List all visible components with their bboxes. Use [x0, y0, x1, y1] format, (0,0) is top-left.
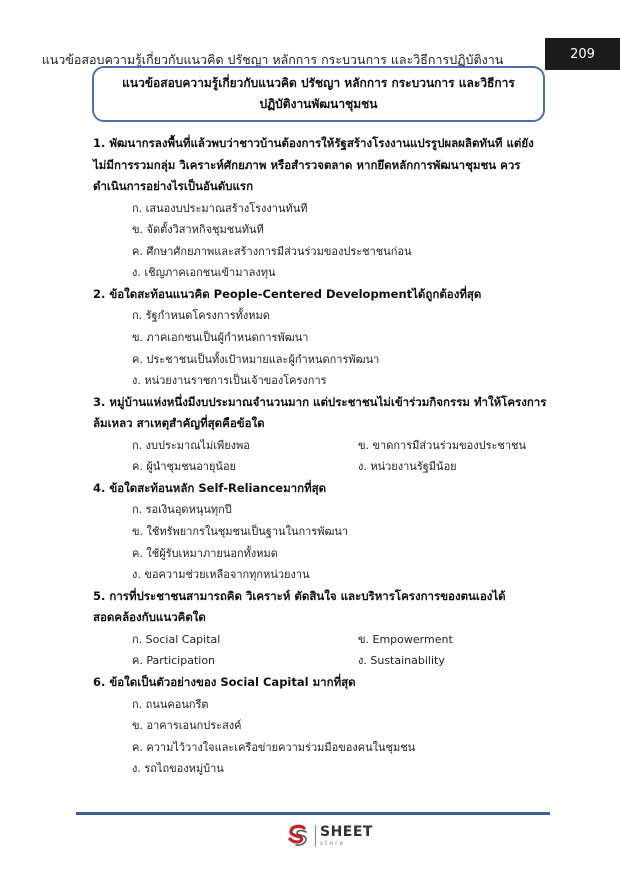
option-c: ค. ผู้นำชุมชนอายุน้อย: [132, 460, 236, 474]
question-6: [93, 672, 548, 780]
question-text: 6. ข้อใดเป็นตัวอย่างของ Social Capital มากที่สุด: [93, 675, 356, 689]
question-text: 1. พัฒนากรลงพื้นที่แล้วพบว่าชาวบ้านต้องการให้รัฐสร้างโรงงานแปรรูปผลผลิตทันที แต่ยังไม่มีการรวมกลุ่ม วิเคราะห์ศักยภาพ หรือสำรวจตลาด หากยึดหลักการพัฒนาชุมชน ควรดำเนินการอย่างไรเป็นอันดับแรก: [93, 136, 534, 193]
sheet-store-logo: [285, 824, 373, 848]
logo-wordmark: [320, 825, 373, 847]
option-grid: [93, 629, 548, 672]
option-d: ง. Sustainability: [358, 654, 445, 668]
option-c: ค. ประชาชนเป็นทั้งเป้าหมายและผู้กำหนดการพัฒนา: [132, 352, 380, 366]
question-1: [93, 133, 548, 284]
option-grid: [93, 435, 548, 478]
option-c: ค. Participation: [132, 654, 216, 668]
option-a: ก. รอเงินอุดหนุนทุกปี: [132, 503, 232, 517]
option-b: ข. อาคารเอนกประสงค์: [132, 719, 242, 733]
running-title: แนวข้อสอบความรู้เกี่ยวกับแนวคิด ปรัชญา หลักการ กระบวนการ และวิธีการปฏิบัติงาน: [41, 52, 504, 67]
question-4: [93, 478, 548, 586]
option-b: ข. ใช้ทรัพยากรในชุมชนเป็นฐานในการพัฒนา: [132, 525, 349, 539]
option-a: ก. Social Capital: [132, 632, 221, 646]
option-c: ค. ศึกษาศักยภาพและสร้างการมีส่วนร่วมของประชาชนก่อน: [132, 244, 412, 258]
question-text: 5. การที่ประชาชนสามารถคิด วิเคราะห์ ตัดสินใจ และบริหารโครงการของตนเองได้ สอดคล้องกับแนวคิดใด: [93, 588, 506, 625]
question-3: [93, 392, 548, 478]
footer-divider: [76, 812, 550, 815]
option-d: ง. เชิญภาคเอกชนเข้ามาลงทุน: [132, 266, 276, 280]
section-title: แนวข้อสอบความรู้เกี่ยวกับแนวคิด ปรัชญา หลักการ กระบวนการ และวิธีการปฏิบัติงานพัฒนาชุมชน: [92, 66, 545, 122]
option-a: ก. งบประมาณไม่เพียงพอ: [132, 438, 250, 452]
option-d: ง. หน่วยงานรัฐมีน้อย: [358, 460, 457, 474]
option-a: ก. รัฐกำหนดโครงการทั้งหมด: [132, 309, 270, 323]
option-a: ก. เสนองบประมาณสร้างโรงงานทันที: [132, 201, 308, 215]
page-number: 209: [545, 38, 620, 70]
option-c: ค. ความไว้วางใจและเครือข่ายความร่วมมือของคนในชุมชน: [132, 740, 416, 754]
option-d: ง. ขอความช่วยเหลือจากทุกหน่วยงาน: [132, 568, 310, 582]
question-text: 4. ข้อใดสะท้อนหลัก Self-Relianceมากที่สุด: [93, 480, 327, 495]
question-5: [93, 586, 548, 672]
question-list: [93, 133, 548, 780]
option-c: ค. ใช้ผู้รับเหมาภายนอกทั้งหมด: [132, 546, 278, 560]
logo-sub-text: store: [320, 840, 346, 847]
question-text: 2. ข้อใดสะท้อนแนวคิด People-Centered Developmentได้ถูกต้องที่สุด: [93, 286, 482, 301]
logo-separator: [315, 825, 316, 847]
question-2: [93, 284, 548, 392]
option-d: ง. รถไถของหมู่บ้าน: [132, 762, 224, 776]
option-b: ข. ภาคเอกชนเป็นผู้กำหนดการพัฒนา: [132, 330, 309, 344]
option-b: ข. จัดตั้งวิสาหกิจชุมชนทันที: [132, 223, 264, 237]
option-b: ข. ขาดการมีส่วนร่วมของประชาชน: [358, 438, 527, 452]
question-text: 3. หมู่บ้านแห่งหนึ่งมีงบประมาณจำนวนมาก แต่ประชาชนไม่เข้าร่วมกิจกรรม ทำให้โครงการล้มเหลว สาเหตุสำคัญที่สุดคือข้อใด: [93, 394, 547, 431]
sheet-logo-icon: [285, 824, 311, 848]
option-a: ก. ถนนคอนกรีต: [132, 697, 209, 711]
logo-main-text: SHEET: [320, 824, 373, 840]
option-d: ง. หน่วยงานราชการเป็นเจ้าของโครงการ: [132, 374, 327, 388]
option-b: ข. Empowerment: [358, 632, 453, 646]
page-header: [0, 18, 620, 67]
